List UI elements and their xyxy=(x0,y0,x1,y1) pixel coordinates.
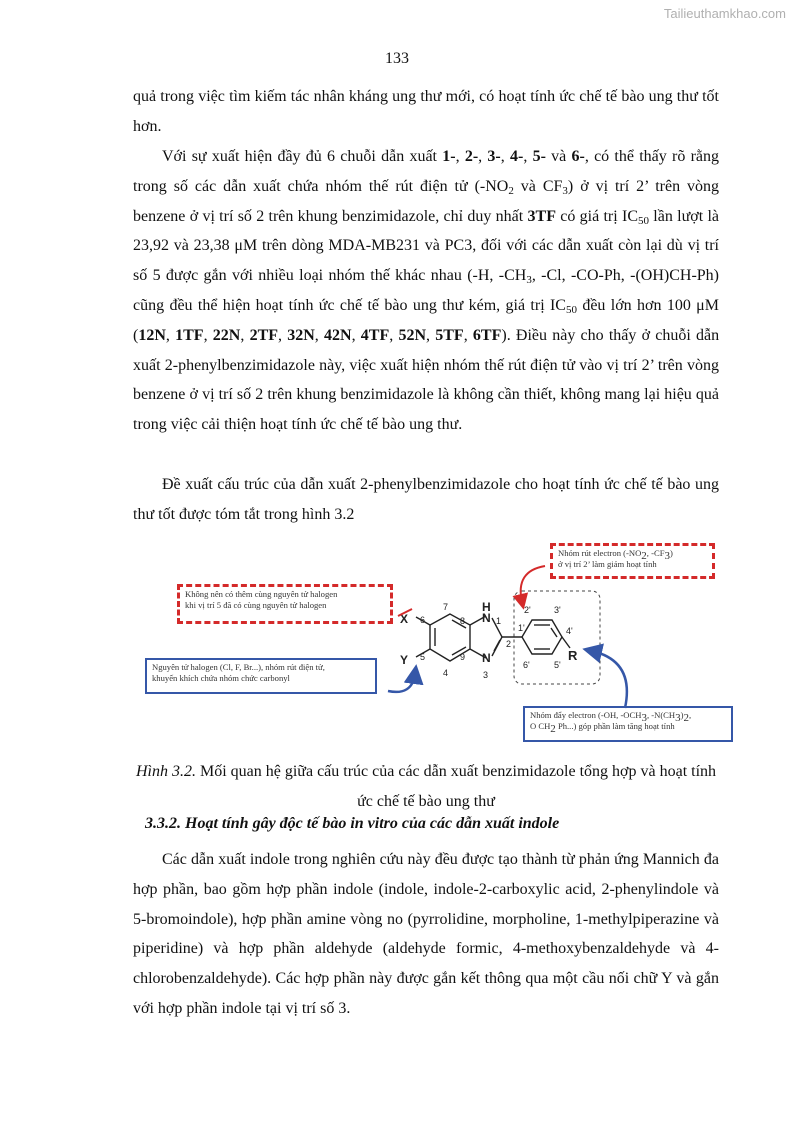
caption-text: Mối quan hệ giữa cấu trúc của các dẫn xuất benzimidazole tổng hợp và hoạt tính ức chế tế bào ung thư xyxy=(195,763,717,810)
pos-1-prime: 1' xyxy=(518,623,525,633)
page-number: 133 xyxy=(385,50,409,67)
pos-5-prime: 5' xyxy=(554,660,561,670)
paragraph-1: quả trong việc tìm kiếm tác nhân kháng ung thư mới, có hoạt tính ức chế tế bào ung thư tốt hơn. xyxy=(133,88,719,135)
figure-3-2 xyxy=(130,536,740,746)
pos-7: 7 xyxy=(443,602,449,612)
pos-1: 1 xyxy=(496,616,502,626)
blue-arrow-left-icon xyxy=(388,674,415,692)
pos-6-prime: 6' xyxy=(523,660,530,670)
section-heading: 3.3.2. Hoạt tính gây độc tế bào in vitro của các dẫn xuất indole xyxy=(145,815,560,832)
annotation-box-right: Nhóm đẩy electron (-OH, $-OCH_3$, $-N(CH_3)_2$, O $CH_2$ Ph...) góp phần làm tăng hoạt tính xyxy=(523,706,733,742)
annotation-box-top-right: Nhóm rút electron ($-NO_2$, $-CF_3$) ở vị trí 2’ làm giảm hoạt tính xyxy=(550,543,715,579)
red-arrow-icon xyxy=(521,566,545,602)
watermark: Tailieuthamkhao.com xyxy=(663,6,786,21)
pos-8: 8 xyxy=(460,616,466,626)
atom-x: X xyxy=(400,612,409,626)
pos-6: 6 xyxy=(420,615,426,625)
caption-label: Hình 3.2. xyxy=(135,763,196,780)
figure-caption xyxy=(133,757,719,816)
paragraph-2: Với sự xuất hiện đầy đủ 6 chuỗi dẫn xuất 1-, 2-, 3-, 4-, 5- và 6-, có thể thấy rõ rằng trong số các dẫn xuất chứa nhóm thế rút điện tử ($-NO_2$ và $CF_3$) ở vị trí 2’ trên vòng benzene ở vị trí số 2 trên khung benzimidazole, chỉ duy nhất 3TF có giá trị $IC_{50}$ lần lượt là 23,92 và 23,38 μM trên dòng MDA-MB231 và PC3, đối với các dẫn xuất còn lại dù vị trí số 5 được gắn với nhiều loại nhóm thế khác nhau (-H, $-CH_3$, -Cl, -CO-Ph, -(OH)CH-Ph) cũng đều thể hiện hoạt tính ức chế tế bào ung thư kém, giá trị $IC_{50}$ đều lớn hơn 100 μM (12N, 1TF, 22N, 2TF, 32N, 42N, 4TF, 52N, 5TF, 6TF). Điều này cho thấy ở chuỗi dẫn xuất 2-phenylbenzimidazole này, việc xuất hiện nhóm thế rút điện tử vào vị trí 2’ trên vòng benzene ở vị trí số 2 trên khung benzimidazole là không cần thiết, không mang lại hiệu quả trong việc cải thiện hoạt tính ức chế tế bào ung thư. xyxy=(133,148,720,434)
pos-9: 9 xyxy=(460,652,466,662)
annotation-box-top-left: Không nên có thêm cùng nguyên tử halogen khi vị trí 5 đã có cùng nguyên tử halogen xyxy=(177,584,393,624)
annotation-box-left: Nguyên tử halogen (Cl, F, Br...), nhóm rút điện tử, khuyến khích chứa nhóm chức carbonyl xyxy=(145,658,377,694)
paragraph-4: Các dẫn xuất indole trong nghiên cứu này đều được tạo thành từ phản ứng Mannich đa hợp phần, bao gồm hợp phần indole (indole, indole-2-carboxylic acid, 2-phenylindole và 5-bromoindole), hợp phần amine vòng no (pyrrolidine, morpholine, 1-methylpiperazine và piperidine) và hợp phần aldehyde (aldehyde formic, 4-methoxybenzaldehyde và 4-chlorobenzaldehyde). Các hợp phần này được gắn kết thông qua một cầu nối chữ Y và gắn với hợp phần indole tại vị trí số 3. xyxy=(133,851,719,1017)
pos-3-prime: 3' xyxy=(554,605,561,615)
pos-4: 4 xyxy=(443,668,449,678)
pos-2: 2 xyxy=(506,639,512,649)
atom-n3: N xyxy=(482,651,491,665)
pos-5: 5 xyxy=(420,652,426,662)
atom-r: R xyxy=(568,648,578,663)
atom-h: H xyxy=(482,600,491,614)
blue-arrow-right-icon xyxy=(592,651,627,708)
paragraph-3: Đề xuất cấu trúc của dẫn xuất 2-phenylbenzimidazole cho hoạt tính ức chế tế bào ung thư tốt được tóm tắt trong hình 3.2 xyxy=(133,476,719,523)
pos-3: 3 xyxy=(483,670,489,680)
atom-n1: N xyxy=(482,611,491,625)
atom-y: Y xyxy=(400,653,409,667)
pos-4-prime: 4' xyxy=(566,626,573,636)
pos-2-prime: 2' xyxy=(524,605,531,615)
